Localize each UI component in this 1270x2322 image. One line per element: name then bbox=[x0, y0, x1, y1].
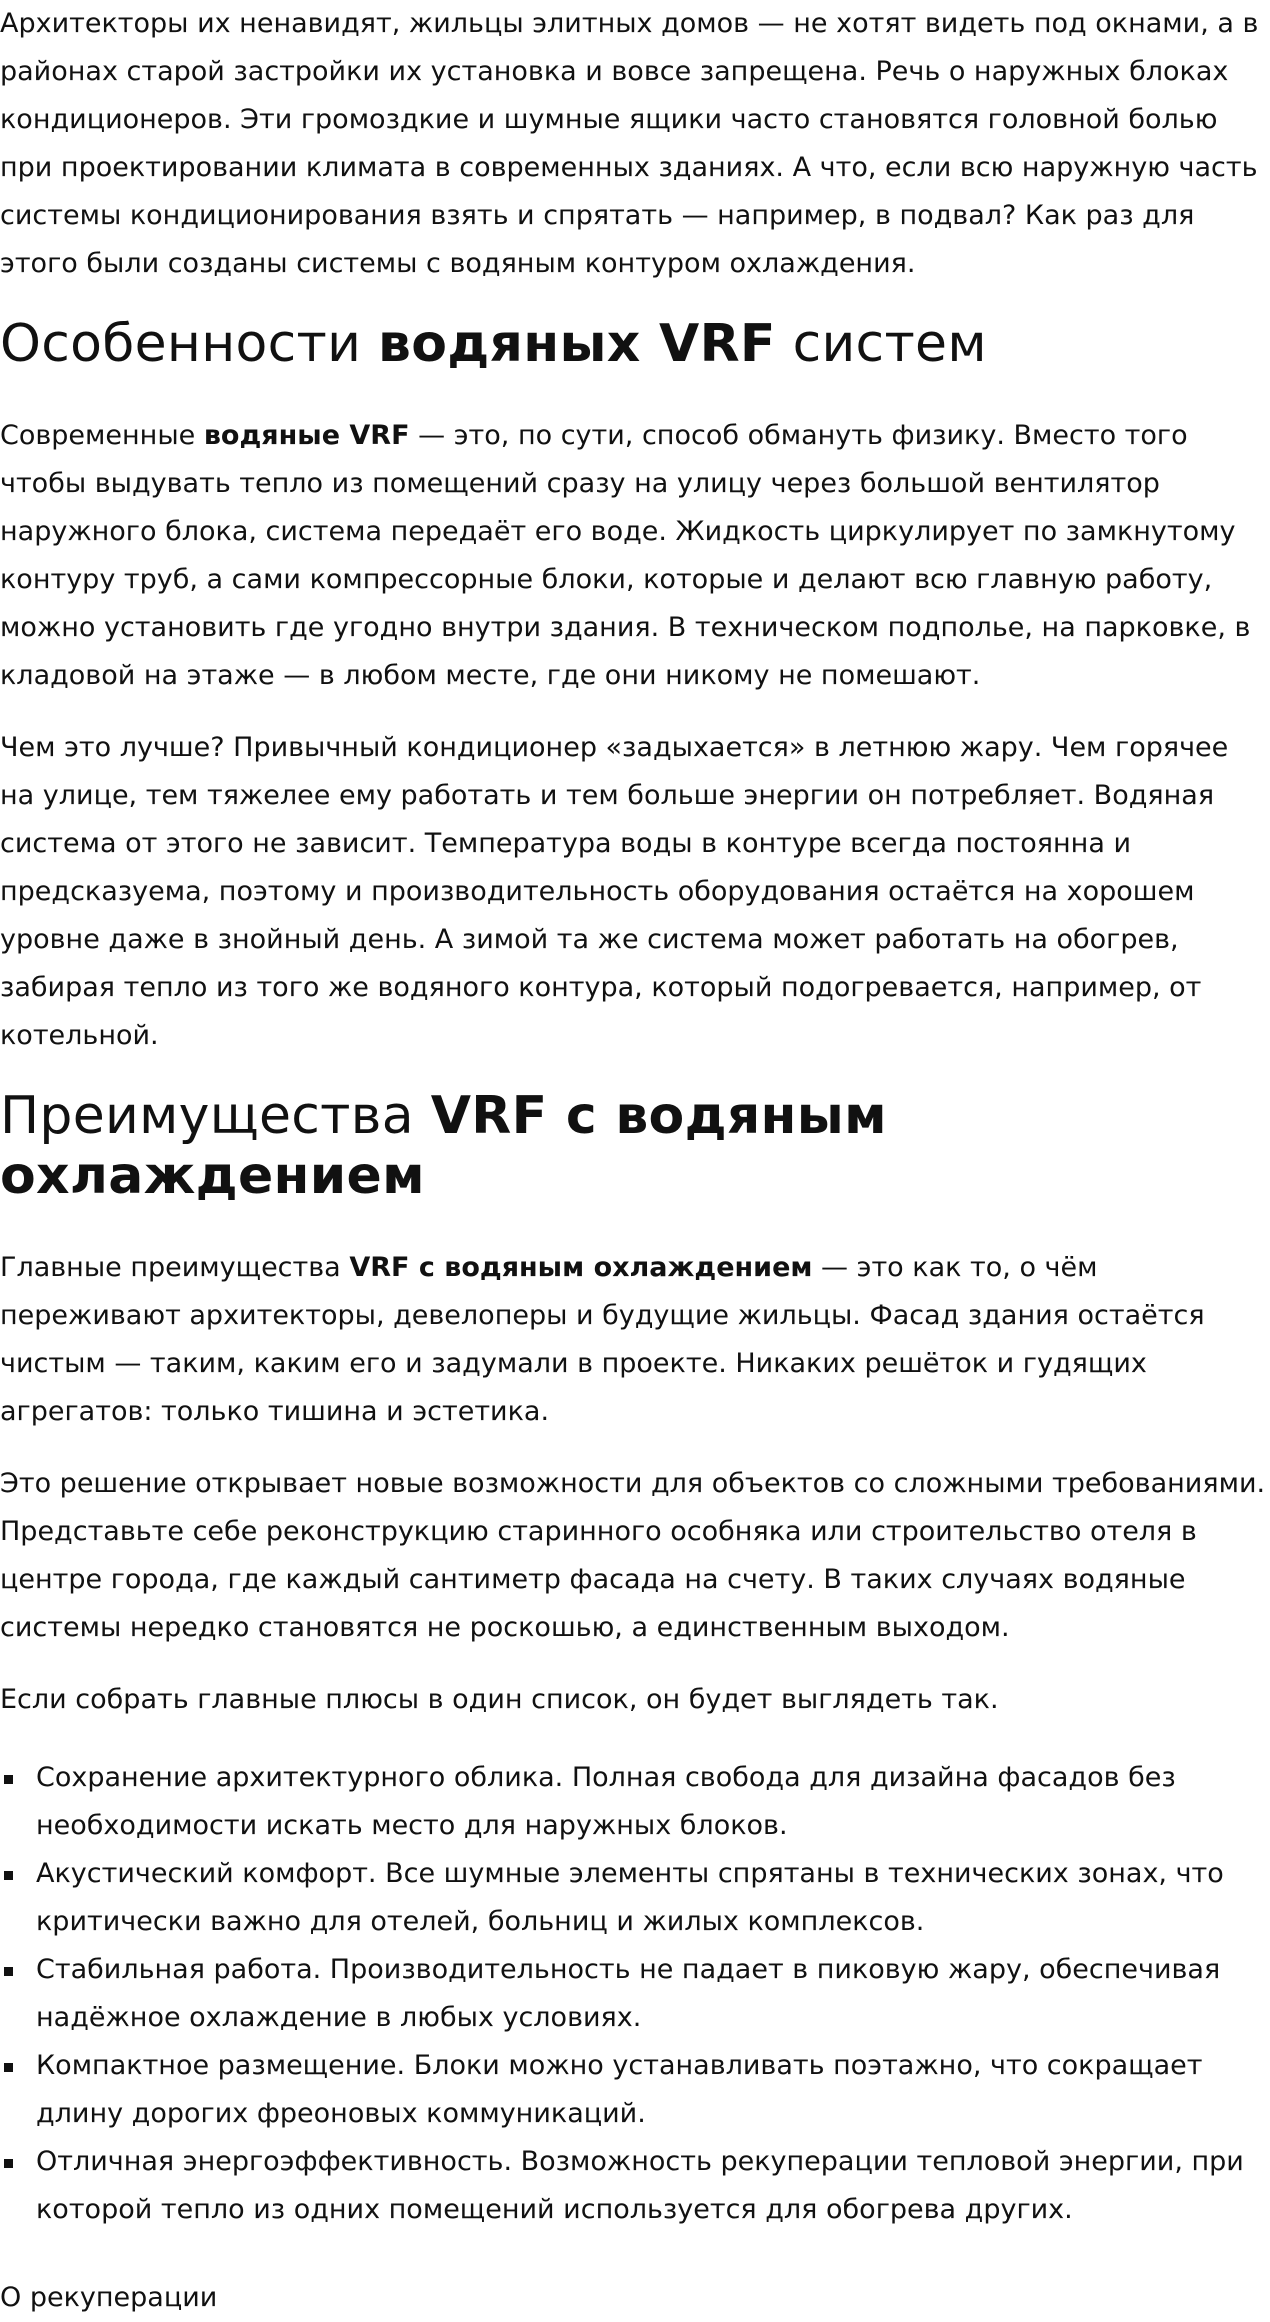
paragraph-bold-text: VRF с водяным охлаждением bbox=[349, 1252, 813, 1283]
intro-paragraph: Архитекторы их ненавидят, жильцы элитных домов — не хотят видеть под окнами, а в районах старой застройки их установка и вовсе запрещена. Речь о наружных блоках кондиционеров. Эти громоздкие и шумные ящики часто становятся головной болью при проектировании климата в современных зданиях. А что, если всю наружную часть системы кондиционирования взять и спрятать — например, в подвал? Как раз для этого были созданы системы с водяным контуром охлаждения. bbox=[0, 8, 1259, 279]
recuperation-subheading: О рекуперации bbox=[0, 2282, 218, 2313]
section-heading-advantages bbox=[0, 1086, 1270, 1206]
heading-text: Особенности bbox=[0, 314, 379, 374]
list-item: Компактное размещение. Блоки можно устанавливать поэтажно, что сокращает длину дорогих фреоновых коммуникаций. bbox=[0, 2042, 1270, 2138]
paragraph-bold-text: водяные VRF bbox=[203, 420, 410, 451]
heading-bold-text: VRF с водяным охлаждением bbox=[0, 1086, 887, 1206]
paragraph-text: — это, по сути, способ обмануть физику. Вместо того чтобы выдувать тепло из помещений сразу на улицу через большой вентилятор наружного блока, система передаёт его воде. Жидкость циркулирует по замкнутому контуру труб, а сами компрессорные блоки, которые и делают всю главную работу, можно установить где угодно внутри здания. В техническом подполье, на парковке, в кладовой на этаже — в любом месте, где они никому не помешают. bbox=[0, 420, 1251, 691]
list-item: Стабильная работа. Производительность не падает в пиковую жару, обеспечивая надёжное охлаждение в любых условиях. bbox=[0, 1946, 1270, 2042]
advantages-list bbox=[0, 1754, 1270, 2234]
paragraph: Если собрать главные плюсы в один список, он будет выглядеть так. bbox=[0, 1684, 999, 1715]
list-item: Акустический комфорт. Все шумные элементы спрятаны в технических зонах, что критически важно для отелей, больниц и жилых комплексов. bbox=[0, 1850, 1270, 1946]
heading-text: систем bbox=[775, 314, 987, 374]
list-item: Сохранение архитектурного облика. Полная свобода для дизайна фасадов без необходимости искать место для наружных блоков. bbox=[0, 1754, 1270, 1850]
paragraph bbox=[0, 1244, 1270, 1436]
section-heading-features bbox=[0, 314, 1270, 374]
list-item: Отличная энергоэффективность. Возможность рекуперации тепловой энергии, при которой тепло из одних помещений используется для обогрева других. bbox=[0, 2138, 1270, 2234]
heading-bold-text: водяных VRF bbox=[378, 314, 776, 374]
heading-text: Преимущества bbox=[0, 1086, 431, 1146]
paragraph bbox=[0, 412, 1270, 700]
paragraph-text: — это как то, о чём переживают архитекторы, девелоперы и будущие жильцы. Фасад здания остаётся чистым — таким, каким его и задумали в проекте. Никаких решёток и гудящих агрегатов: только тишина и эстетика. bbox=[0, 1252, 1205, 1427]
paragraph-text: Главные преимущества bbox=[0, 1252, 350, 1283]
paragraph: Чем это лучше? Привычный кондиционер «задыхается» в летнюю жару. Чем горячее на улице, тем тяжелее ему работать и тем больше энергии он потребляет. Водяная система от этого не зависит. Температура воды в контуре всегда постоянна и предсказуема, поэтому и производительность оборудования остаётся на хорошем уровне даже в знойный день. А зимой та же система может работать на обогрев, забирая тепло из того же водяного контура, который подогревается, например, от котельной. bbox=[0, 732, 1229, 1051]
paragraph: Это решение открывает новые возможности для объектов со сложными требованиями. Представьте себе реконструкцию старинного особняка или строительство отеля в центре города, где каждый сантиметр фасада на счету. В таких случаях водяные системы нередко становятся не роскошью, а единственным выходом. bbox=[0, 1468, 1266, 1643]
paragraph-text: Современные bbox=[0, 420, 204, 451]
